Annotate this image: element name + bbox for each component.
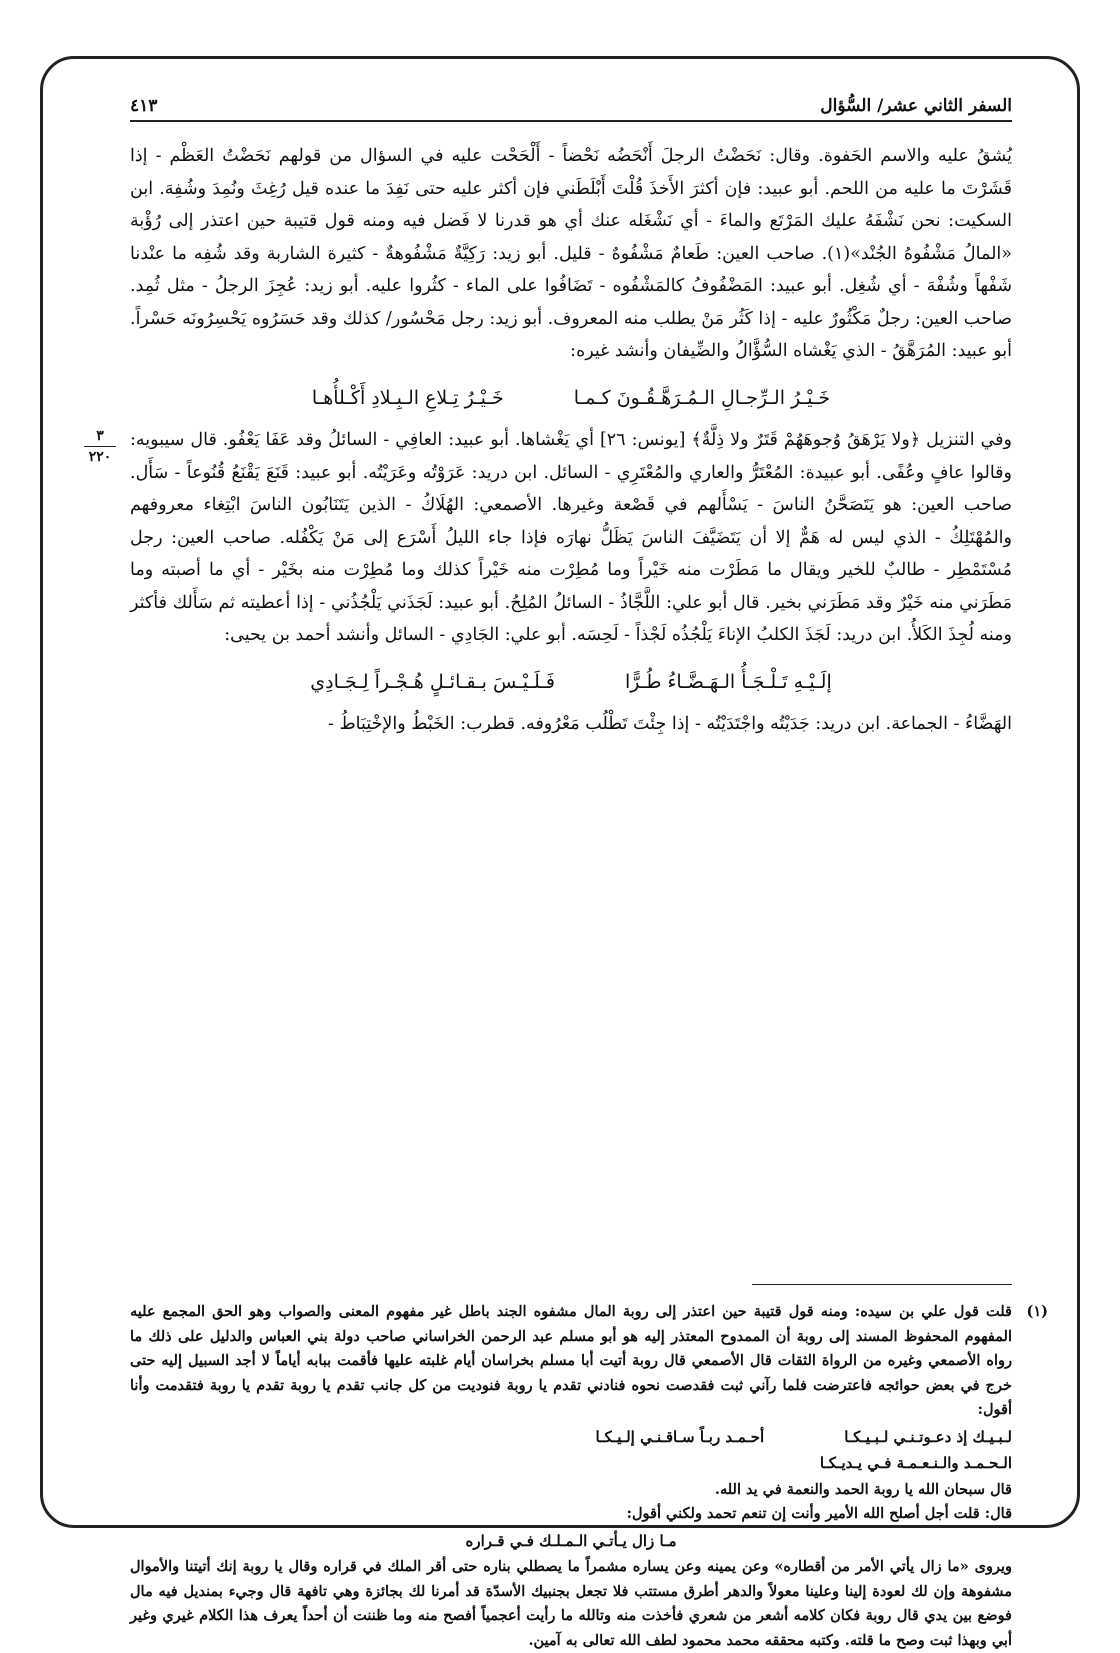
footnote-text-4: ويروى «ما زال يأتي الأمر من أقطاره» وعن يمينه وعن يساره مشمراً ما يصطلي بناره حتى أقر الملك في قراره وقال يا روبة إنك أتيتنا والأموال مشفوهة وإن لك لعودة إلينا وعلينا معولاً والدهر أطرق مستتب فلا تجعل بجنبيك الأسدّة قد أمرنا لك بجائزة وهي تافهة قال وجيء بمنديل فيه مال فوضع بين يدي قال روبة فكان كلامه أشعر من شعري فأخذت منه وتالله ما رأيت أعجمياً أفصح منه وما ظننت أن أحداً يعرف هذا الكلام غيري وغير أبي وبهذا ثبت وصح ما قلته. وكتبه محققه محمد محمود لطف الله تعالى به آمين.: [130, 1558, 1012, 1649]
footnote-number: (١): [1026, 1303, 1048, 1320]
page-number: ٤١٣: [130, 96, 158, 116]
footnote-verse-1: [130, 1425, 1012, 1450]
margin-ref-bottom: ٢٢٠: [88, 449, 112, 465]
header-title: السفر الثاني عشر/ السُّؤال: [820, 96, 1012, 116]
main-paragraph-3: الهَضَّاءُ - الجماعة. ابن دريد: جَدَيْتُه واجْتَدَيْتُه - إذا جِئْتَ تَطْلُب مَعْرُوفه. قطرب: الخَبْطُ والإخْتِبَاطُ -: [328, 714, 1012, 734]
footnote-verse-1-left: أحـمـد ربـاً سـاقـنـي إلـيـكـا: [595, 1427, 765, 1446]
footnote: [130, 1300, 1048, 1653]
verse-1-right: خَـيْـرُ الـرِّجـالِ الـمُـرَهَّـقُـونَ كـمـا: [573, 386, 831, 409]
footnote-verse-2: [130, 1451, 1012, 1476]
footnote-verse-3: مـا زال يـأتـي الـمـلـك فـي قـراره: [465, 1531, 677, 1550]
verse-2-right: إلَـيْـهِ تَـلْـجَـأُ الـهَـضَّـاءُ طُـرًّا: [624, 670, 832, 693]
main-text: [130, 140, 1012, 741]
footnote-rule: [752, 1284, 1012, 1285]
main-paragraph-1: يُشقُ عليه والاسم الحَفوة. وقال: نَحَضْتُ الرجلَ أَنْحَضُه نَحْضاً - أَلْحَحْت عليه في السؤال من قولهم نَحَضْتُ العَظْم - إذا قَشَرْتَ ما عليه من اللحم. أبو عبيد: فإن أكثرَ الأَخذَ قُلْتَ أَبْلَطَني فإن أكثر عليه حتى نَفِدَ ما عنده قيل رُغِثَ ونُمِدَ وشُفِهَ. ابن السكيت: نحن نَشْفَهُ عليك المَرْتَع والماءَ - أي نَشْغَله عنك أي هو قدرنا لا فَضل فيه ومنه قول قتيبة حين اعتذر إلى رُؤْبة «المالُ مَشْفُوهُ الجُنْد»(١). صاحب العين: طَعامٌ مَشْفُوهٌ - قليل. أبو زيد: رَكِيَّةٌ مَشْفُوهةٌ - كثيرة الشاربة وقد شُفِه ما عنْدنا شَفْهاً وشُفْهَ - أي شُغِل. أبو عبيد: المَضْفُوفُ كالمَشْفُوه - تَضَافُوا على الماء - كثُروا عليه. أبو زيد: عُجِزَ الرجلُ - مثل ثُمِد. صاحب العين: رجلٌ مَكْثُورٌ عليه - إذا كَثُر مَنْ يطلب منه المعروف. أبو زيد: رجل مَحْسُور/ كذلك وقد حَسَرُوه يَحْسِرُونَه حَسْراً. أبو عبيد: المُرَهَّقُ - الذي يَغْشاه السُّؤَّالُ والضِّيفان وأنشد غيره:: [130, 146, 1013, 361]
footnote-text-3: قال: قلت أجل أصلح الله الأمير وأنت إن تنعم تحمد ولكني أقول:: [626, 1505, 1012, 1522]
running-header: [130, 86, 1012, 122]
main-paragraph-2: وفي التنزيل ﴿ولا يَرْهَقُ وُجوهَهُمْ قَتَرٌ ولا ذِلَّةٌ﴾ [يونس: ٢٦] أي يَغْشاها. أبو عبيد: العافِي - السائلُ وقد عَفَا يَعْفُو. قال سيبويه: وقالوا عافٍ وعُفًى. أبو عبيدة: المُعْتَرُّ والعاري والمُعْتَرِي - السائل. ابن دريد: عَرَوْتُه وعَرَيْتُه. أبو عبيد: قَنَعَ يَقْنَعُ قُنُوعاً - سَأَل. صاحب العين: هو يَتَصَحَّنُ الناسَ - يَسْأَلهم في قَصْعة وغيرها. الأصمعي: الهُلَاكُ - الذين يَتَنَابُون الناسَ ابْتِغاء معروفهم والمُهْتَلِكُ - الذي ليس له هَمٌّ إلا أن يَتَضَيَّفَ الناسَ يَظَلُّ نهارَه فإذا جاء الليلُ أَسْرَع إلى مَنْ يَكْفُله. صاحب العين: رجل مُسْتَمْطِر - طالبٌ للخير ويقال ما مَطَرْت منه خَيْراً وما مُطِرْت منه خَيْراً كذلك وما مُطِرْت منه بخَيْر - أي ما أصبته وما مَطَرَني منه خَيْرٌ وقد مَطَرَني بخير. قال أبو علي: اللَّجَّاذُ - السائلُ المُلِحُ. أبو عبيد: لَجَذَني يَلْجُذُني - إذا أعطيته ثم سَأَلك فأكثر ومنه لُجِذَ الكَلأُ. ابن دريد: لَجَذَ الكلبُ الإناءَ يَلْجُذُه لَجْذاً - لَحِسَه. أبو علي: الجَادِي - السائل وأنشد أحمد بن يحيى:: [130, 430, 1012, 645]
footnote-verse-2-text: الـحـمـد والـنـعـمـة فـي يـديـكـا: [819, 1454, 1012, 1472]
verse-2: [130, 666, 1012, 699]
margin-ref-top: ٣: [96, 428, 104, 444]
margin-reference: [78, 428, 122, 465]
verse-1: [130, 382, 1012, 415]
verse-1-left: خَـيْـرُ تِـلاعِ الـبِـلادِ أَكْـلأُهـا: [311, 386, 504, 409]
footnote-text-1: قلت قول علي بن سيده: ومنه قول قتيبة حين اعتذر إلى روبة المال مشفوه الجند باطل غير مفهوم المعنى والصواب وهو الحق المجمع عليه المفهوم المحفوظ المسند إلى روبة أن الممدوح المعتذر إليه هو أبو مسلم عبد الرحمن الخراساني صاحب دولة بني العباس والدليل على ذلك ما رواه الأصمعي وغيره من الرواة الثقات قال الأصمعي قال روبة أتيت أبا مسلم بخراسان أيام غلبته عليها فأقمت ببابه أياماً لا أجد السبيل إليه حتى خرج في بعض حوائجه فاعترضت فلما رآني ثبت فقدصت نحوه فنادني تقدم يا روبة فنوديت من كل جانب تقدم يا روبة تقدم يا روبة فتقدمت وأنا أقول:: [130, 1303, 1012, 1418]
footnote-text-2: قال سبحان الله يا روبة الحمد والنعمة في يد الله.: [714, 1480, 1012, 1498]
verse-2-left: فَـلَـيْـسَ بـقـائـلٍ هُـجْـراً لِـجَـادِي: [310, 670, 555, 693]
footnote-verse-1-right: لـبـيـك إذ دعـوتـنـي لـبـيـكـا: [844, 1427, 1012, 1446]
